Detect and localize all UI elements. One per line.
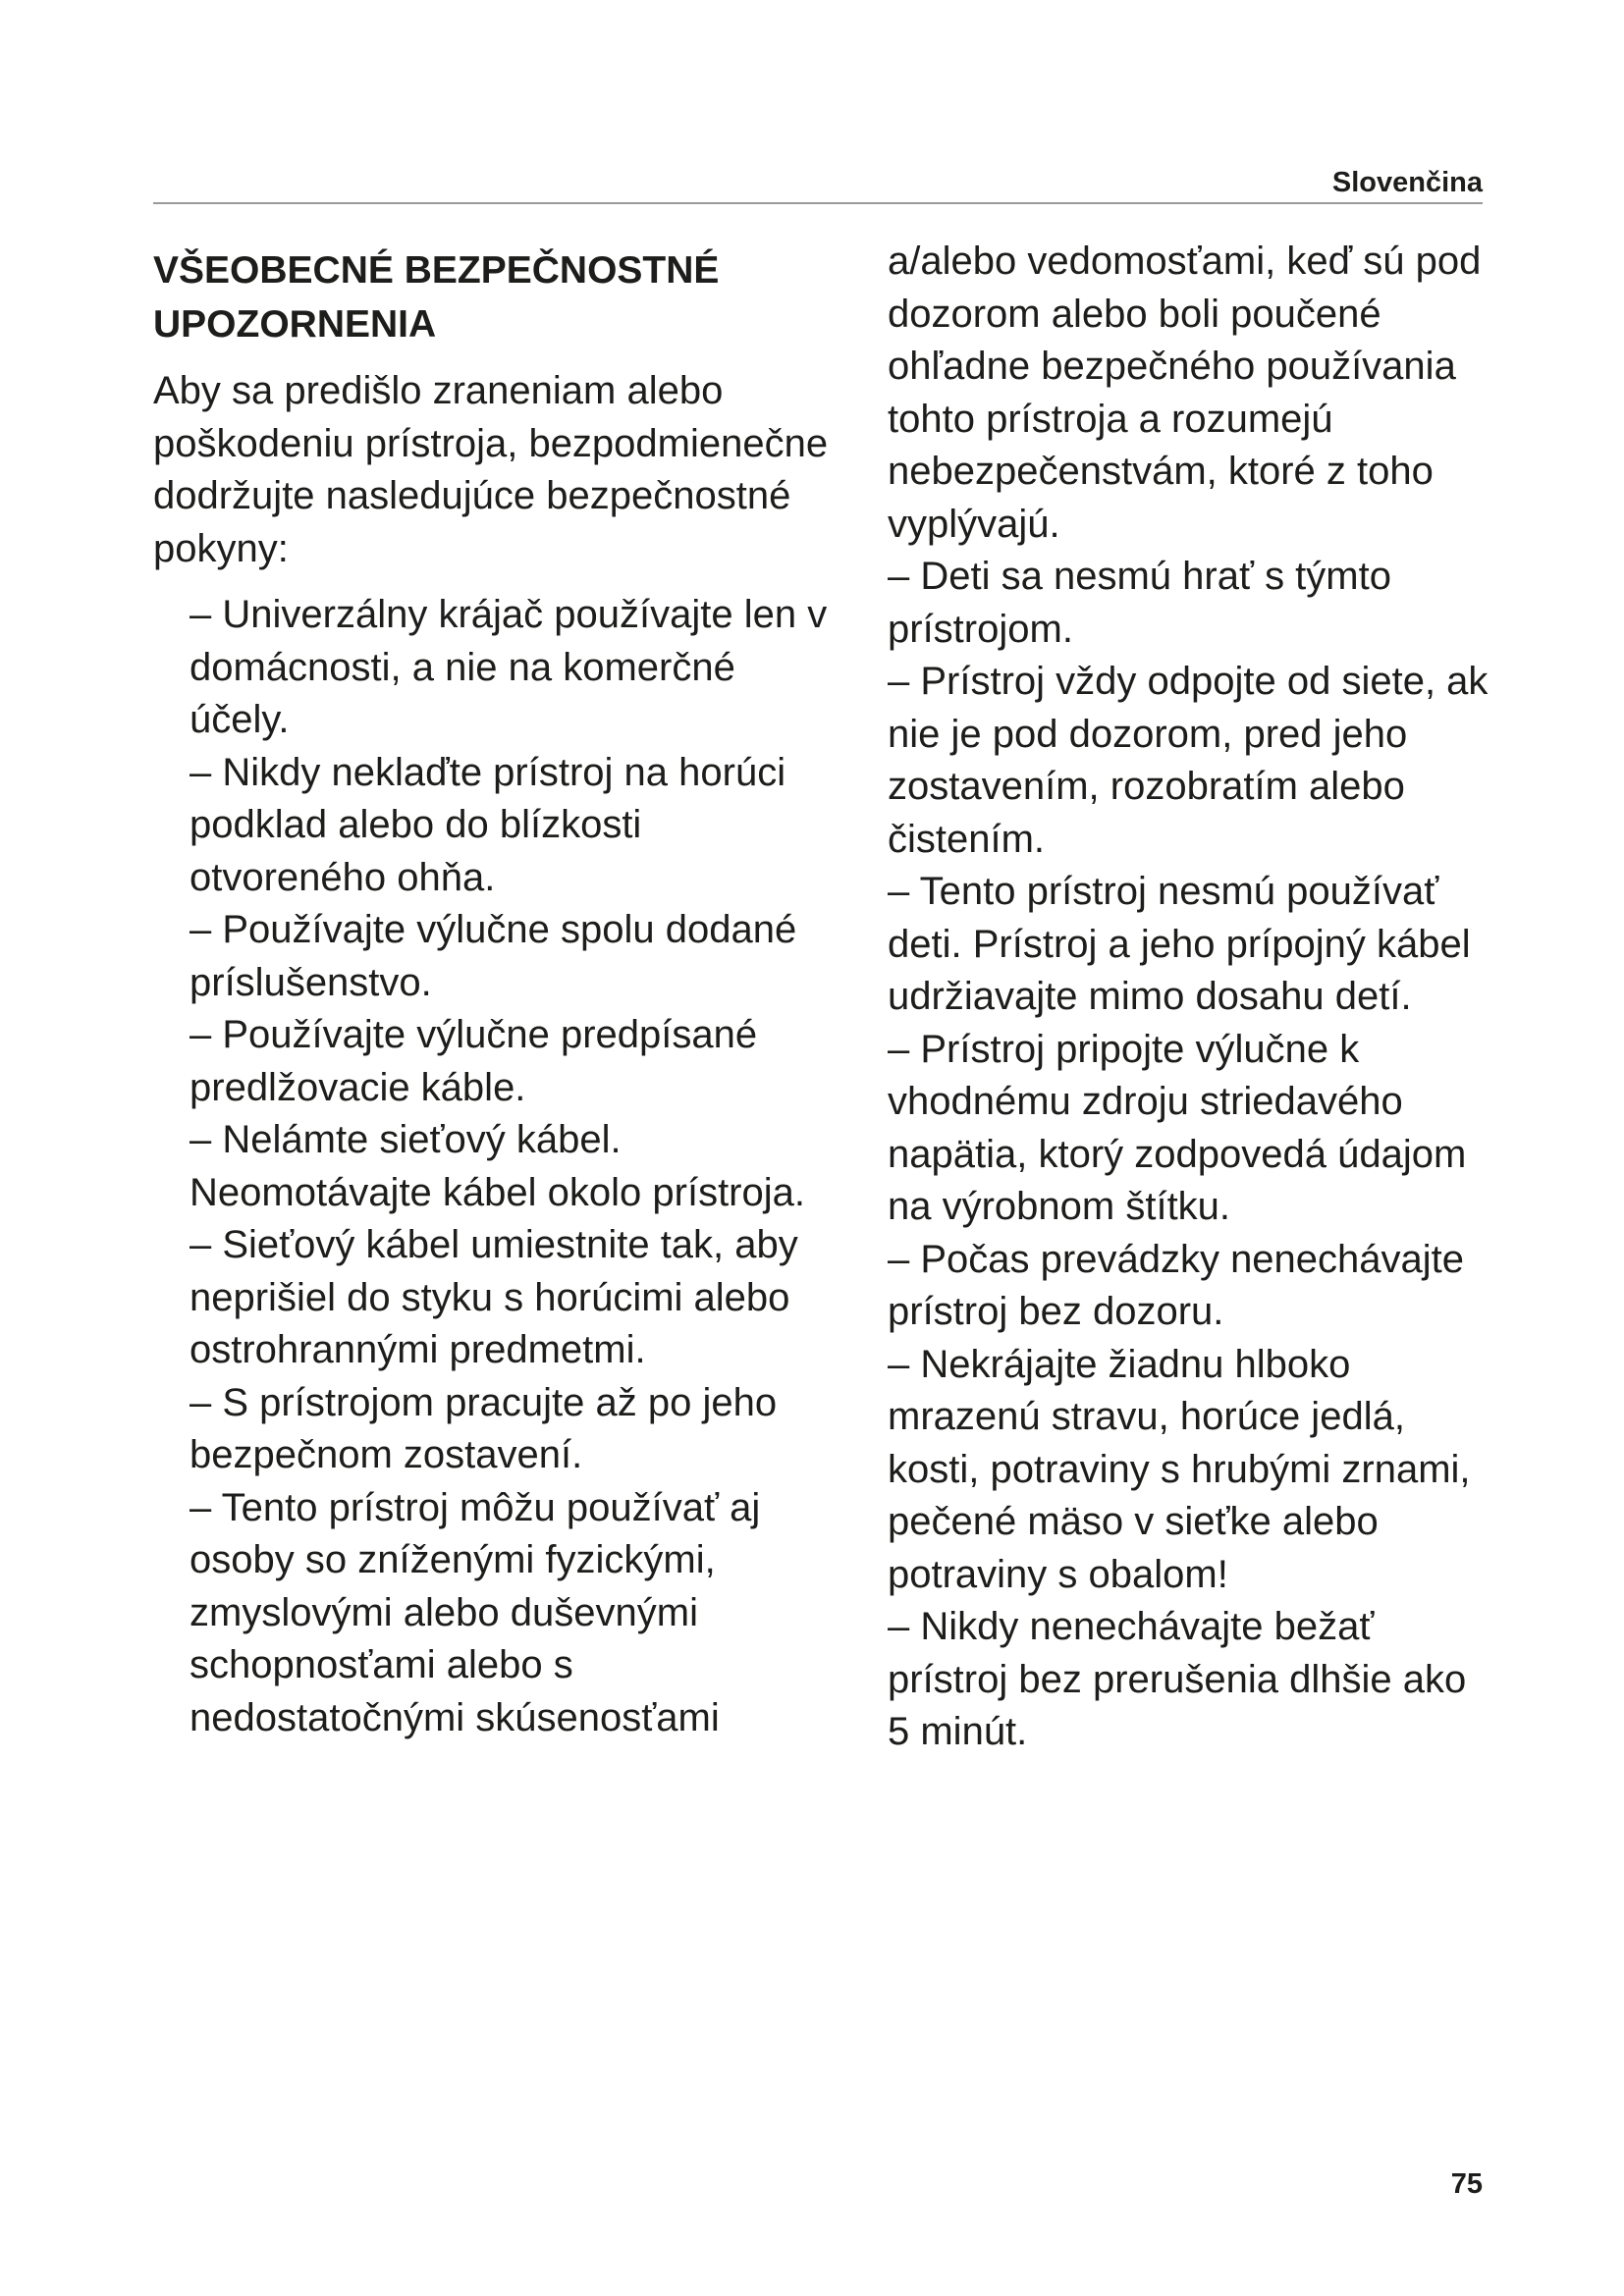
list-item: – Prístroj vždy odpojte od siete, ak nie je pod dozorom, pred jeho zostavením, rozobratím alebo čistením.	[888, 660, 1489, 861]
list-item: – Používajte výlučne spolu dodané príslušenstvo.	[189, 908, 797, 1004]
list-item: – Tento prístroj nesmú používať deti. Prístroj a jeho prípojný kábel udržiavajte mimo dosahu detí.	[888, 870, 1471, 1018]
continuation-paragraph: a/alebo vedomosťami, keď sú pod dozorom alebo boli poučené ohľadne bezpečného používania tohto prístroja a rozumejú nebezpečenstvám, ktoré z toho vyplývajú.	[888, 240, 1482, 546]
list-item: – Univerzálny krájač používajte len v domácnosti, a nie na komerčné účely.	[189, 593, 828, 741]
header-language-label: Slovenčina	[1331, 167, 1483, 198]
list-item: – Používajte výlučne predpísané predlžovacie káble.	[189, 1013, 758, 1109]
right-column	[888, 240, 1496, 1759]
list-item: – Nelámte sieťový kábel. Neomotávajte kábel okolo prístroja.	[189, 1118, 805, 1214]
intro-paragraph: Aby sa predišlo zraneniam alebo poškodeniu prístroja, bezpodmienečne dodržujte nasledujúce bezpečnostné pokyny:	[153, 369, 829, 570]
list-item: – Deti sa nesmú hrať s týmto prístrojom.	[888, 555, 1391, 651]
header-divider	[153, 202, 1483, 204]
page-number: 75	[1450, 2168, 1483, 2200]
left-column	[153, 243, 840, 1744]
section-title: VŠEOBECNÉ BEZPEČNOSTNÉ UPOZORNENIA	[153, 249, 720, 346]
safety-list-left	[189, 589, 840, 1744]
list-item: – Nekrájajte žiadnu hlboko mrazenú stravu, horúce jedlá, kosti, potraviny s hrubými zrnami, pečené mäso v sieťke alebo potraviny s obalom!	[888, 1342, 1471, 1596]
list-item: – Počas prevádzky nenechávajte prístroj bez dozoru.	[888, 1237, 1465, 1333]
list-item: – Prístroj pripojte výlučne k vhodnému zdroju striedavého napätia, ktorý zodpovedá údajom na výrobnom štítku.	[888, 1027, 1467, 1228]
list-item: – Tento prístroj môžu používať aj osoby so zníženými fyzickými, zmyslovými alebo duševnými schopnosťami alebo s nedostatočnými skúsenosťami	[189, 1485, 761, 1739]
list-item: – Nikdy neklaďte prístroj na horúci podklad alebo do blízkosti otvoreného ohňa.	[189, 750, 786, 899]
list-item: – S prístrojom pracujte až po jeho bezpečnom zostavení.	[189, 1380, 778, 1476]
list-item: – Nikdy nenechávajte bežať prístroj bez prerušenia dlhšie ako 5 minút.	[888, 1605, 1467, 1753]
list-item: – Sieťový kábel umiestnite tak, aby neprišiel do styku s horúcimi alebo ostrohrannými predmetmi.	[189, 1223, 798, 1371]
safety-list-right	[888, 551, 1496, 1759]
